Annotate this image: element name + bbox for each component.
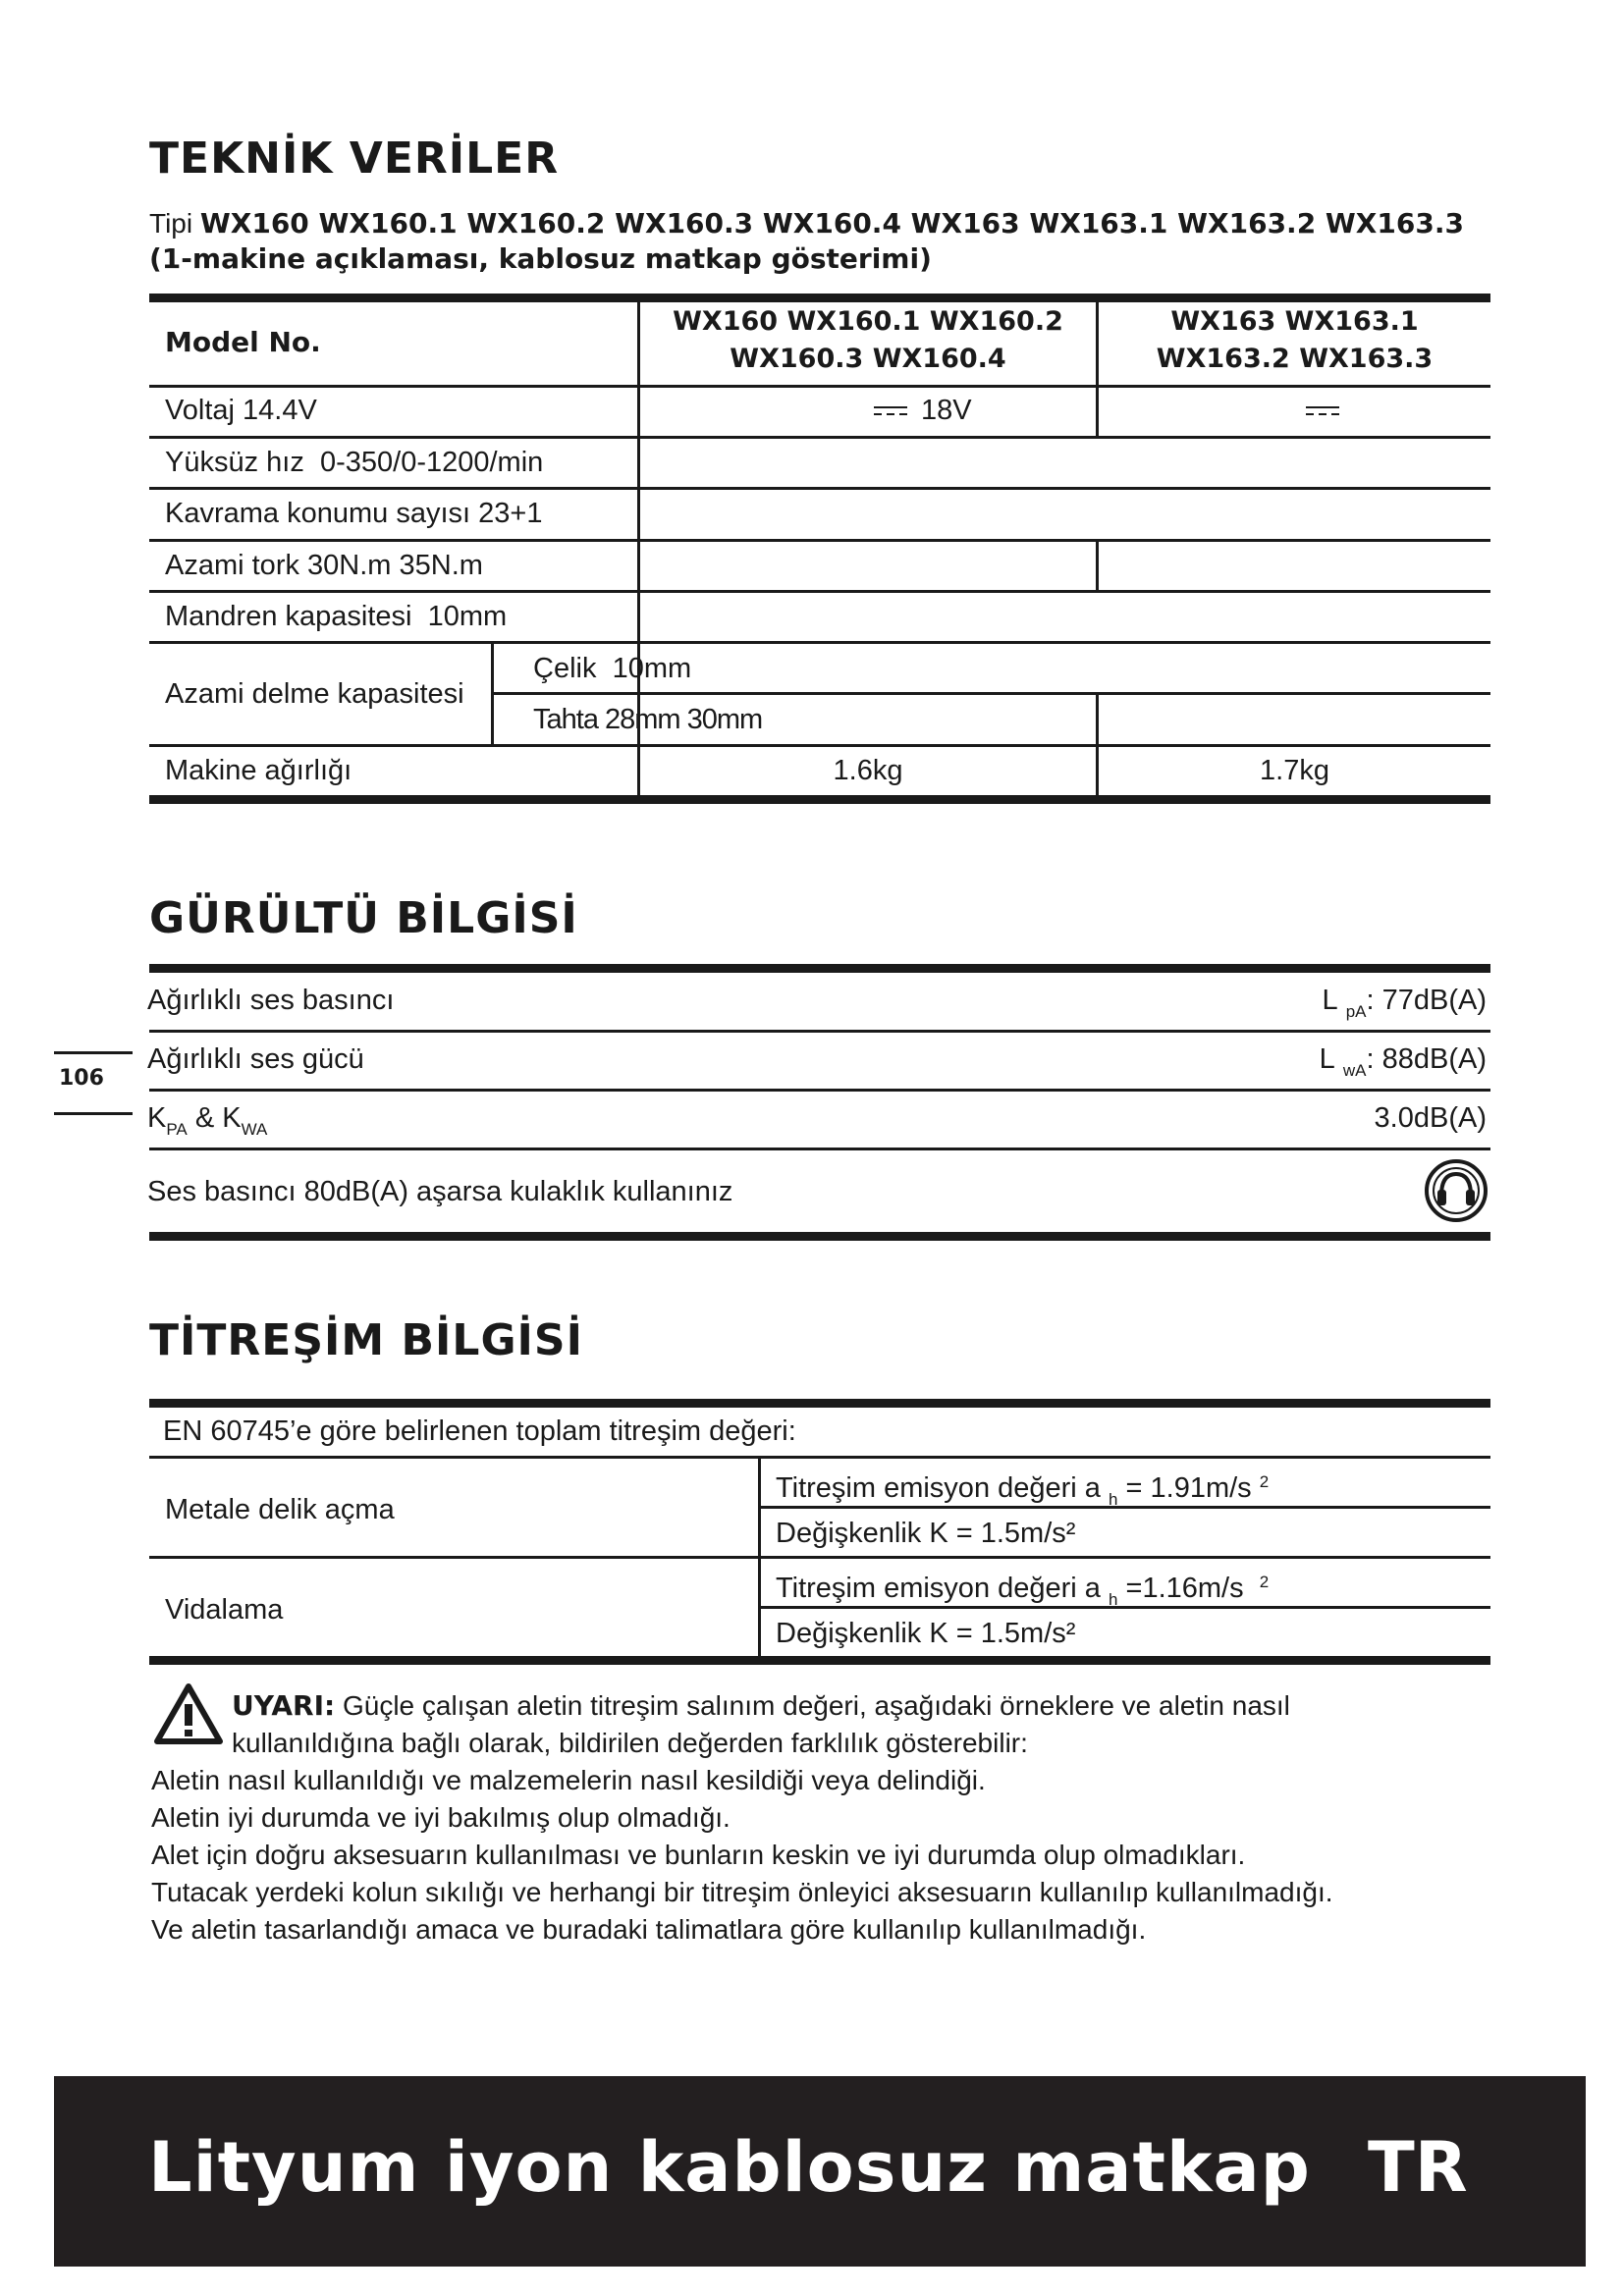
page-number-rule: [54, 1051, 133, 1054]
warning-text1: Güçle çalışan aletin titreşim salınım değeri, aşağıdaki örneklere ve aletin nasıl: [335, 1690, 1290, 1721]
chuck-row: [165, 600, 507, 633]
clutch-value: 23+1: [478, 498, 543, 529]
warning-item: Alet için doğru aksesuarın kullanılması ve bunların keskin ve iyi durumda olup olmadıkları.: [151, 1840, 1246, 1870]
drill-capacity-label: Azami delme kapasitesi: [165, 678, 464, 710]
clutch-row: [165, 497, 542, 530]
noise-rule: [149, 1089, 1490, 1092]
screw-emission-value: =1.16m/s: [1117, 1573, 1244, 1604]
voltage-col1-value: 18V: [921, 395, 972, 426]
screw-uncertainty: Değişkenlik K = 1.5m/s²: [776, 1618, 1076, 1649]
model-no-label: Model No.: [165, 326, 321, 358]
warning-triangle-icon: [153, 1682, 224, 1745]
speed-value: 0-350/0-1200/min: [319, 447, 544, 478]
wood-value: 28mm 30mm: [605, 704, 763, 735]
sound-power-label: Ağırlıklı ses gücü: [147, 1043, 364, 1075]
vibration-top-rule: [149, 1399, 1490, 1408]
warning-item: Aletin nasıl kullanıldığı ve malzemelerin nasıl kesildiği veya delindiği.: [151, 1765, 986, 1795]
vibration-title: TİTREŞİM BİLGİSİ: [149, 1315, 583, 1365]
speed-label: Yüksüz hız: [165, 447, 304, 478]
torque-value: 30N.m 35N.m: [307, 550, 483, 581]
clutch-label: Kavrama konumu sayısı: [165, 498, 471, 529]
metal-emission-prefix: Titreşim emisyon değeri a: [776, 1472, 1101, 1504]
voltage-value: 14.4V: [243, 395, 317, 426]
model-col1-line1: WX160 WX160.1 WX160.2: [673, 306, 1063, 337]
weight-col1: 1.6kg: [833, 755, 903, 786]
vibration-rule: [149, 1456, 1490, 1459]
page-number: 106: [59, 1066, 104, 1091]
table-top-rule: [149, 294, 1490, 302]
type-line: [149, 206, 1464, 241]
table-col-divider: [1096, 539, 1099, 590]
vibration-bottom-rule: [149, 1656, 1490, 1665]
table-rule: [149, 385, 1490, 388]
torque-label: Azami tork: [165, 550, 299, 581]
screw-emission: [776, 1566, 1269, 1617]
steel-row: [533, 652, 691, 685]
sound-pressure-label: Ağırlıklı ses basıncı: [147, 985, 395, 1016]
type-models: WX160 WX160.1 WX160.2 WX160.3 WX160.4 WX163 WX163.1 WX163.2 WX163.3: [199, 207, 1464, 240]
dc-symbol-icon: [874, 404, 907, 418]
footer-language: TR: [1368, 2127, 1468, 2208]
voltage-label: Voltaj: [165, 395, 235, 426]
metal-uncertainty: Değişkenlik K = 1.5m/s²: [776, 1518, 1076, 1549]
wood-row: [533, 703, 762, 736]
type-prefix: Tipi: [149, 208, 193, 239]
voltage-col1: [874, 394, 972, 427]
screw-emission-prefix: Titreşim emisyon değeri a: [776, 1573, 1101, 1604]
screw-emission-sub: h: [1109, 1590, 1118, 1609]
ear-protection-text: Ses basıncı 80dB(A) aşarsa kulaklık kullanınız: [147, 1176, 733, 1207]
noise-top-rule: [149, 964, 1490, 973]
sound-power-value: [1320, 1042, 1487, 1088]
technical-title: TEKNİK VERİLER: [149, 133, 560, 184]
ear-protection-icon: [1424, 1158, 1489, 1223]
vibration-intro: EN 60745’e göre belirlenen toplam titreşim değeri:: [163, 1415, 796, 1447]
chuck-value: 10mm: [427, 601, 508, 632]
sound-pressure-value: [1323, 984, 1488, 1029]
footer-banner: [54, 2076, 1586, 2267]
noise-bottom-rule: [149, 1232, 1490, 1241]
weight-col2: 1.7kg: [1260, 755, 1329, 786]
metal-emission-value: = 1.91m/s: [1117, 1472, 1252, 1504]
uncertainty-label: [147, 1101, 267, 1147]
table-rule: [149, 641, 1490, 644]
k-sub-pa: PA: [166, 1120, 188, 1139]
dc-symbol-icon: [1306, 404, 1339, 418]
noise-title: GÜRÜLTÜ BİLGİSİ: [149, 893, 578, 943]
table-rule: [149, 487, 1490, 490]
lwa-symbol: L: [1319, 1043, 1335, 1075]
lwa-sub: wA: [1342, 1061, 1367, 1080]
chuck-label: Mandren kapasitesi: [165, 601, 412, 632]
model-col1-line2: WX160.3 WX160.4: [730, 344, 1006, 374]
table-rule: [491, 692, 1490, 695]
lpa-sub: pA: [1345, 1002, 1367, 1021]
table-rule: [149, 744, 1490, 747]
vibration-rule: [149, 1556, 1490, 1559]
voltage-col2: [1306, 394, 1353, 427]
footer-title: Lityum iyon kablosuz matkap: [148, 2127, 1311, 2208]
metal-emission: [776, 1466, 1269, 1517]
warning-line1: [232, 1687, 1290, 1725]
k-amp: & K: [187, 1102, 242, 1134]
vibration-col-divider: [758, 1456, 761, 1656]
wood-label: Tahta: [533, 704, 598, 735]
screw-emission-sup: 2: [1259, 1573, 1270, 1591]
noise-rule: [149, 1030, 1490, 1033]
metal-emission-sup: 2: [1259, 1472, 1270, 1491]
table-rule: [149, 590, 1490, 593]
noise-rule: [149, 1148, 1490, 1150]
speed-row: [165, 446, 543, 479]
table-rule: [149, 539, 1490, 542]
table-rule: [149, 436, 1490, 439]
model-col2-line1: WX163 WX163.1: [1170, 306, 1419, 337]
steel-value: 10mm: [612, 653, 692, 684]
voltage-row: [165, 394, 317, 427]
screwdriving-label: Vidalama: [165, 1594, 284, 1626]
k-symbol: K: [147, 1102, 167, 1134]
uncertainty-value: 3.0dB(A): [1374, 1102, 1487, 1134]
steel-label: Çelik: [533, 653, 597, 684]
warning-label: UYARI:: [232, 1689, 336, 1722]
lwa-value: : 88dB(A): [1366, 1043, 1487, 1075]
weight-label: Makine ağırlığı: [165, 755, 352, 786]
k-sub-wa: WA: [241, 1120, 268, 1139]
warning-item: Ve aletin tasarlandığı amaca ve buradaki talimatlara göre kullanılıp kullanılmadığı.: [151, 1914, 1147, 1945]
warning-item: Aletin iyi durumda ve iyi bakılmış olup olmadığı.: [151, 1802, 731, 1833]
model-col2-line2: WX163.2 WX163.3: [1156, 344, 1434, 374]
lpa-symbol: L: [1322, 985, 1338, 1016]
page-number-rule: [54, 1112, 133, 1115]
warning-line2: kullanıldığına bağlı olarak, bildirilen değerden farklılık gösterebilir:: [232, 1728, 1028, 1758]
table-col-divider: [491, 641, 494, 744]
lpa-value: : 77dB(A): [1366, 985, 1487, 1016]
metal-drilling-label: Metale delik açma: [165, 1494, 395, 1525]
torque-row: [165, 549, 483, 582]
metal-emission-sub: h: [1109, 1490, 1118, 1509]
type-description: (1-makine açıklaması, kablosuz matkap gösterimi): [149, 242, 932, 275]
table-bottom-rule: [149, 795, 1490, 804]
warning-item: Tutacak yerdeki kolun sıkılığı ve herhangi bir titreşim önleyici aksesuarın kullanılıp kullanılmadığı.: [151, 1877, 1333, 1907]
